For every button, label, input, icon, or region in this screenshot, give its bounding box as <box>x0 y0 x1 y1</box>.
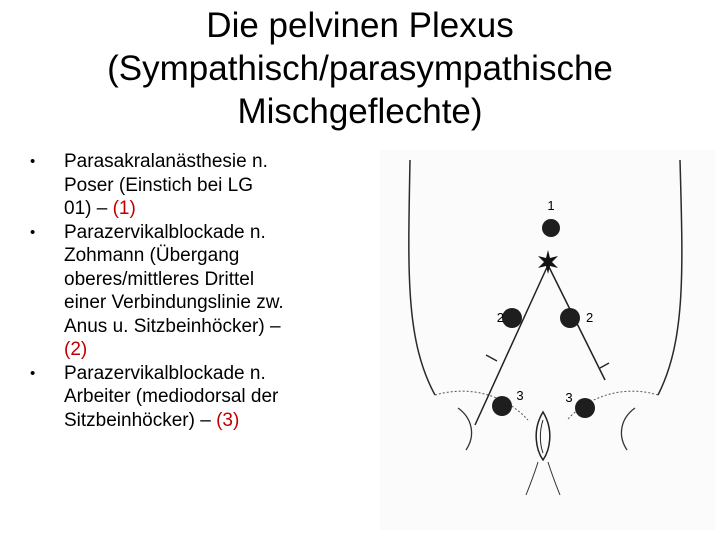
slide-title <box>0 4 720 133</box>
bullet-item-2 <box>30 221 360 362</box>
injection-point-3-right <box>575 398 595 418</box>
bullet-list <box>30 150 360 432</box>
bullet-2-line-3: oberes/mittleres Drittel <box>64 268 255 290</box>
injection-point-2-right <box>560 308 580 328</box>
bullet-1-ref: (1) <box>112 198 136 219</box>
bullet-2-line-1: Parazervikalblockade n. <box>64 221 266 243</box>
label-point-1: 1 <box>547 198 555 213</box>
title-line-1: Die pelvinen Plexus <box>206 6 514 45</box>
title-line-3: Mischgeflechte) <box>237 92 483 131</box>
bullet-2-line-4: einer Verbindungslinie zw. <box>64 292 284 313</box>
bullet-dot: • <box>30 153 36 170</box>
label-point-3-right: 3 <box>565 390 573 405</box>
bullet-1-line-3: 01) – <box>64 198 113 219</box>
injection-point-1 <box>542 219 560 237</box>
bullet-2-line-5: Anus u. Sitzbeinhöcker) – <box>64 315 281 337</box>
label-point-3-left: 3 <box>516 388 524 403</box>
bullet-3-line-1: Parazervikalblockade n. <box>64 362 266 384</box>
pelvic-injection-points-figure <box>380 150 715 530</box>
bullet-dot: • <box>30 223 36 241</box>
injection-point-2-left <box>502 308 522 328</box>
bullet-3-line-3: Sitzbeinhöcker) – <box>64 409 217 431</box>
bullet-3-line-2: Arbeiter (mediodorsal der <box>64 386 279 407</box>
bullet-1-line-2: Poser (Einstich bei LG <box>64 174 254 196</box>
bullet-dot: • <box>30 364 36 382</box>
injection-point-3-left <box>492 396 512 416</box>
bullet-3-ref: (3) <box>216 409 240 431</box>
bullet-1-line-1: Parasakralanästhesie n. <box>64 151 268 172</box>
label-point-2-left: 2 <box>496 310 504 325</box>
label-point-2-right: 2 <box>586 310 594 325</box>
bullet-item-3 <box>30 362 360 433</box>
bullet-item-1 <box>30 150 360 221</box>
title-line-2: (Sympathisch/parasympathische <box>107 49 613 88</box>
bullet-2-line-2: Zohmann (Übergang <box>64 245 240 266</box>
bullet-2-ref: (2) <box>64 339 88 360</box>
